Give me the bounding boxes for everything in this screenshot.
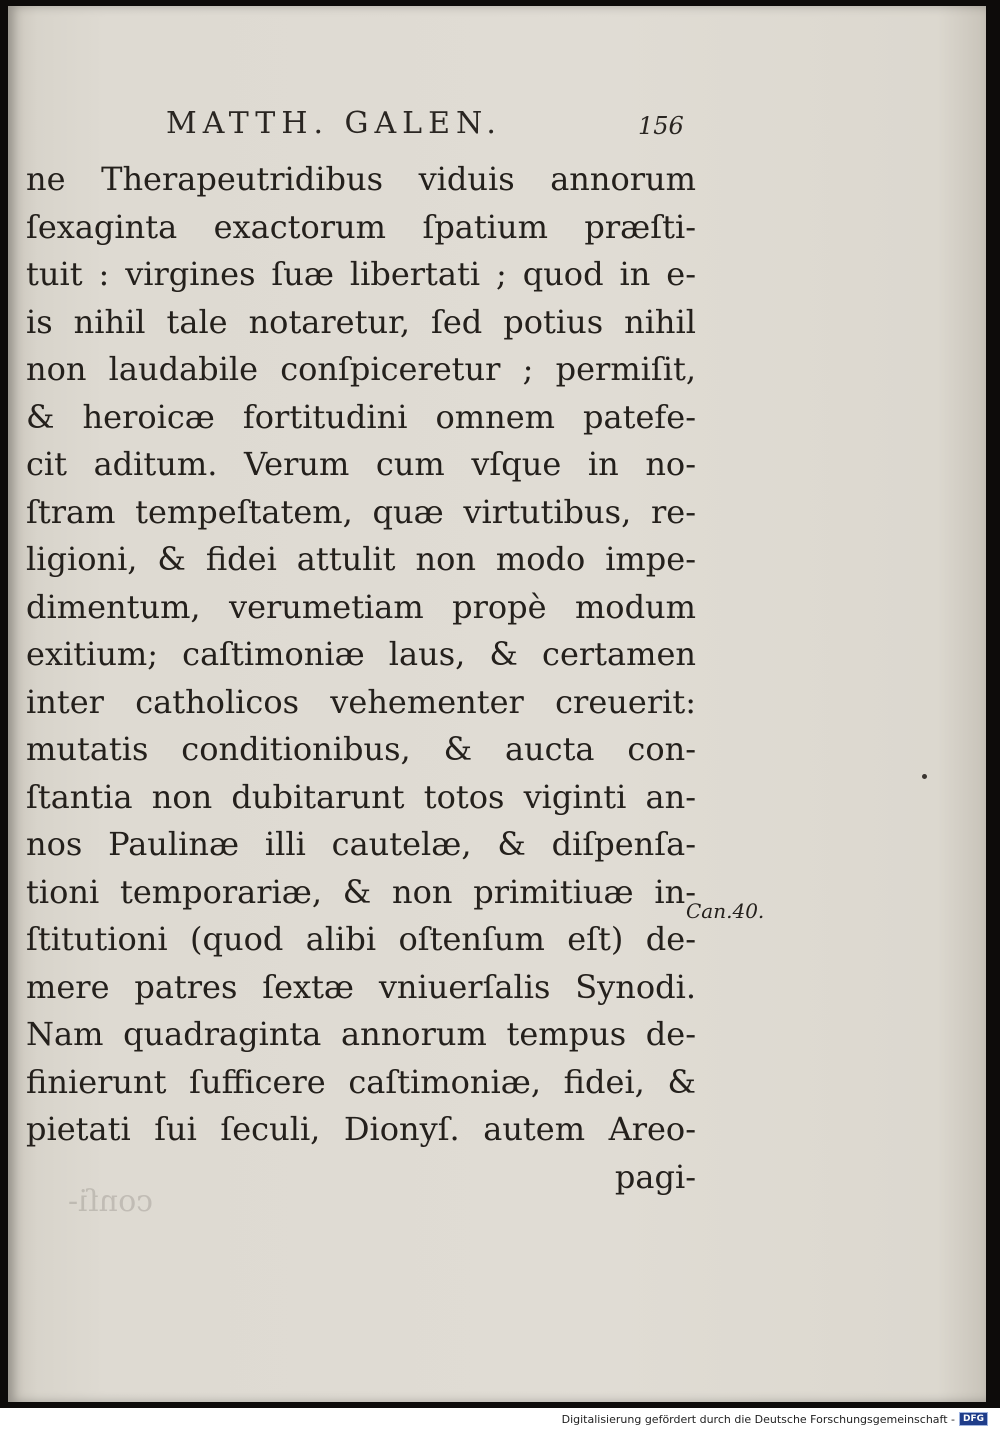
text-line: nos Paulinæ illi cautelæ, & diſpenſa-	[26, 825, 696, 863]
text-line: tuit : virgines ſuæ libertati ; quod in e-	[26, 255, 696, 293]
ink-speck	[922, 774, 927, 779]
text-line: dimentum, verumetiam propè modum	[26, 587, 696, 626]
body-text	[26, 156, 696, 1201]
text-line: ſexaginta exactorum ſpatium præſti-	[26, 207, 696, 246]
text-line: exitium; caſtimoniæ laus, & certamen	[26, 635, 696, 673]
text-line: Nam quadraginta annorum tempus de-	[26, 1015, 696, 1053]
page-number: 156	[638, 112, 684, 140]
text-line: inter catholicos vehementer creuerit:	[26, 682, 696, 721]
catchword: pagi-	[614, 1157, 696, 1196]
show-through-text: conſi-	[68, 1184, 154, 1219]
text-line: ſtitutioni (quod alibi oſtenſum eſt) de-	[26, 920, 696, 958]
text-line: is nihil tale notaretur, ſed potius nihil	[26, 302, 696, 341]
text-line: cit aditum. Verum cum vſque in no-	[26, 445, 696, 483]
text-line: ligioni, & fidei attulit non modo impe-	[26, 540, 696, 578]
text-line: non laudabile conſpiceretur ; permiſit,	[26, 350, 696, 388]
marginal-note: Can.40.	[686, 899, 765, 923]
running-head: MATTH. GALEN.	[166, 106, 502, 141]
text-line: ſtram tempeſtatem, quæ virtutibus, re-	[26, 492, 696, 531]
text-line: mere patres ſextæ vniuerſalis Synodi.	[26, 967, 696, 1006]
dfg-logo-icon: DFG	[959, 1412, 988, 1426]
credit-text: Digitalisierung gefördert durch die Deutsche Forschungsgemeinschaft -	[561, 1412, 955, 1426]
book-page	[8, 6, 986, 1402]
text-line: ſtantia non dubitarunt totos viginti an-	[26, 777, 696, 816]
digitization-credit	[562, 1412, 988, 1426]
text-line: tioni temporariæ, & non primitiuæ in-	[26, 872, 696, 911]
text-line: pietati ſui ſeculi, Dionyſ. autem Areo-	[26, 1110, 696, 1148]
text-line: & heroicæ fortitudini omnem patefe-	[26, 397, 696, 436]
text-line: ne Therapeutridibus viduis annorum	[26, 160, 696, 198]
text-line: mutatis conditionibus, & aucta con-	[26, 730, 696, 768]
text-line: finierunt ſufficere caſtimoniæ, fidei, &	[26, 1062, 696, 1101]
